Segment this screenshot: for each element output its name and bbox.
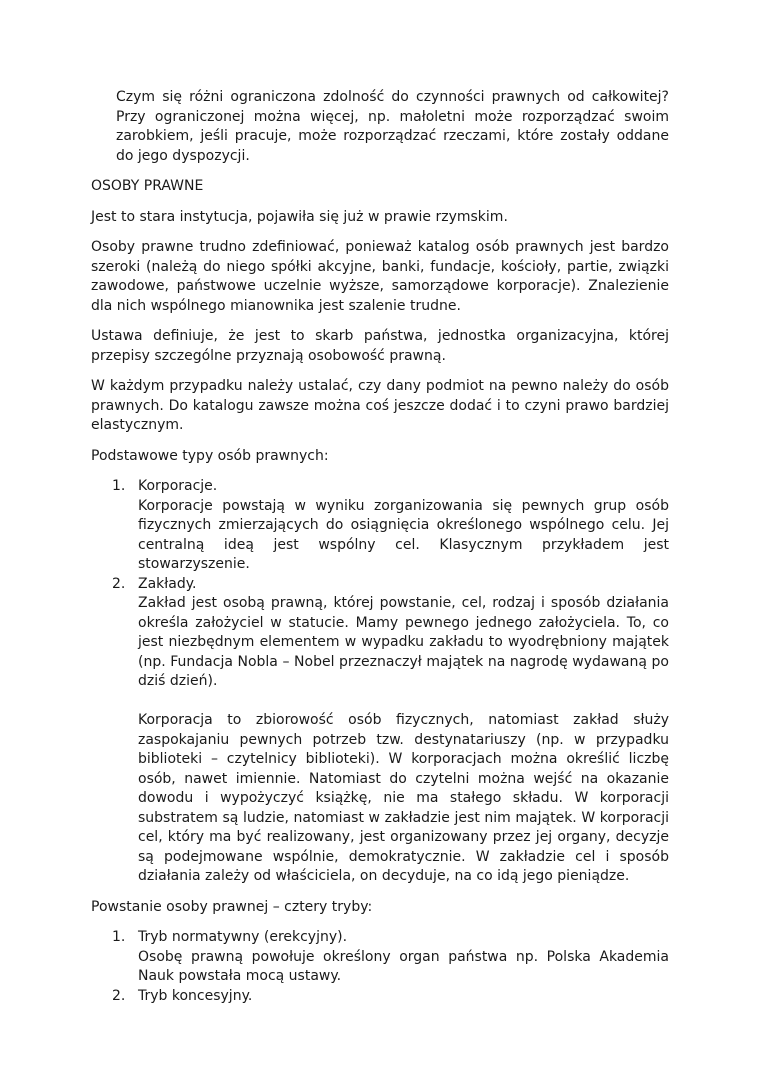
paragraph-history: Jest to stara instytucja, pojawiła się już w prawie rzymskim.: [91, 208, 508, 225]
types-list: [91, 477, 669, 887]
list-item-comparison-text: Korporacja to zbiorowość osób fizycznych, natomiast zakład służy zaspokajaniu pewnych potrzeb tzw. destynatariuszy (np. w przypadku biblioteki – czytelnicy biblioteki). W korporacjach można określić liczbę osób, nawet imiennie. Natomiast do czytelni można wejść na okazanie dowodu i wypożyczyć książkę, nie ma stałego składu. W korporacji substratem są ludzie, natomiast w zakładzie jest nim majątek. W korporacji cel, który ma być realizowany, jest organizowany przez jej organy, decyzje są podejmowane wspólnie, demokratycznie. W zakładzie cel i sposób działania zależy od właściciela, on decyduje, na co idą jego pieniądze.: [138, 712, 669, 884]
list-item-corporations: [91, 477, 669, 575]
list-item-title: Tryb koncesyjny.: [138, 987, 253, 1004]
list-item-concession-mode: [91, 987, 669, 1007]
list-item-text: Korporacje powstają w wyniku zorganizowania się pewnych grup osób fizycznych zmierzających do osiągnięcia określonego wspólnego celu. Jej centralną ideą jest wspólny cel. Klasycznym przykładem jest stowarzyszenie.: [138, 497, 669, 572]
intro-paragraph: Czym się różni ograniczona zdolność do czynności prawnych od całkowitej? Przy ograniczonej można więcej, np. małoletni może rozporządzać swoim zarobkiem, jeśli pracuje, może rozporządzać rzeczami, które zostały oddane do jego dyspozycji.: [116, 89, 669, 164]
list-item-number: 2.: [112, 987, 126, 1004]
creation-heading: Powstanie osoby prawnej – cztery tryby:: [91, 898, 373, 915]
paragraph-case-by-case: W każdym przypadku należy ustalać, czy dany podmiot na pewno należy do osób prawnych. Do katalogu zawsze można coś jeszcze dodać i to czyni prawo bardziej elastycznym.: [91, 378, 669, 433]
section-heading: OSOBY PRAWNE: [91, 178, 204, 194]
list-item-institutions: [91, 575, 669, 887]
list-item-number: 1.: [112, 478, 126, 494]
list-item-number: 2.: [112, 575, 126, 592]
list-item-normative-mode: [91, 928, 669, 987]
modes-list: [91, 928, 669, 1006]
paragraph-types-intro: Podstawowe typy osób prawnych:: [91, 447, 329, 464]
list-item-text: Osobę prawną powołuje określony organ państwa np. Polska Akademia Nauk powstała mocą ustawy.: [138, 948, 669, 984]
document-page: [91, 88, 669, 1017]
paragraph-statutory-definition: Ustawa definiuje, że jest to skarb państwa, jednostka organizacyjna, której przepisy szczególne przyznają osobowość prawną.: [91, 328, 669, 364]
list-item-title: Zakłady.: [138, 575, 197, 592]
paragraph-definition-difficulty: Osoby prawne trudno zdefiniować, ponieważ katalog osób prawnych jest bardzo szeroki (należą do niego spółki akcyjne, banki, fundacje, kościoły, partie, związki zawodowe, państwowe uczelnie wyższe, samorządowe korporacje). Znalezienie dla nich wspólnego mianownika jest szalenie trudne.: [91, 239, 669, 314]
list-item-title: Tryb normatywny (erekcyjny).: [138, 929, 348, 945]
list-item-title: Korporacje.: [138, 478, 218, 494]
list-item-number: 1.: [112, 929, 126, 945]
list-item-text: Zakład jest osobą prawną, której powstanie, cel, rodzaj i sposób działania określa założyciel w statucie. Mamy pewnego jednego założyciela. To, co jest niezbędnym elementem w wypadku zakładu to wyodrębniony majątek (np. Fundacja Nobla – Nobel przeznaczył majątek na nagrodę wydawaną po dziś dzień).: [138, 595, 669, 689]
